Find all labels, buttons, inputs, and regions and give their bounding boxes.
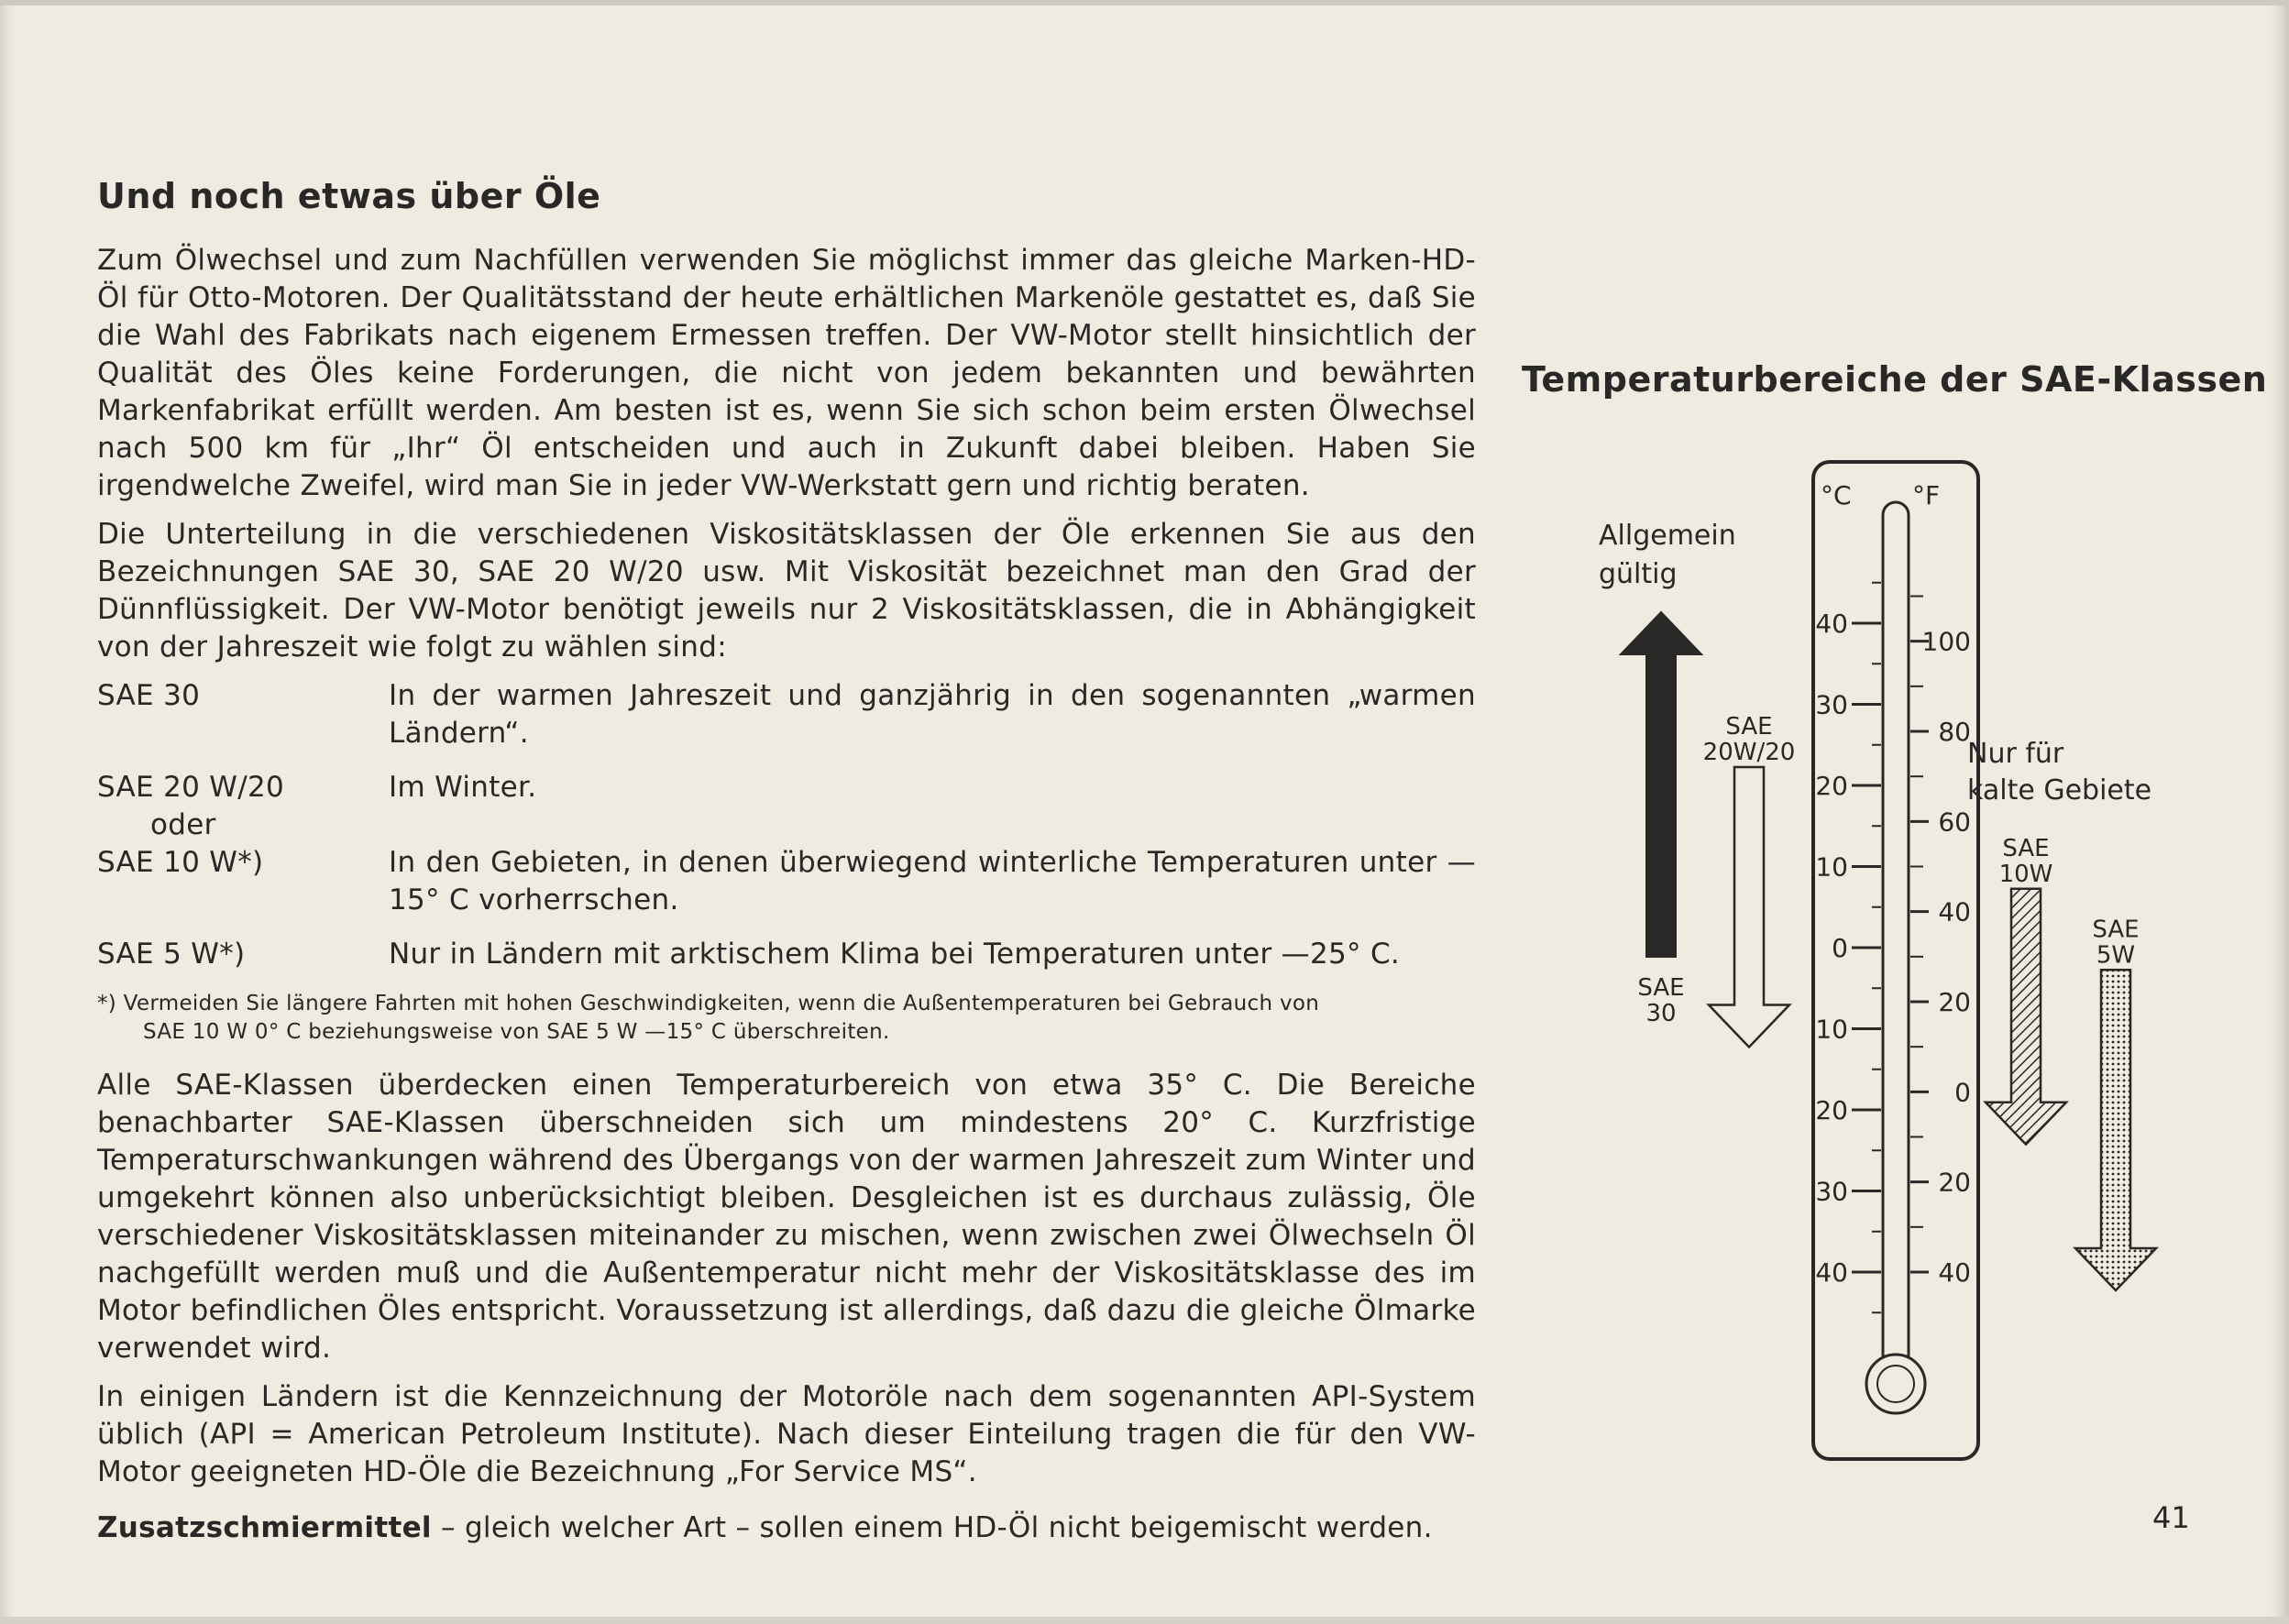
sae-arrows [1621, 612, 2156, 1290]
arrow-shape [1709, 767, 1789, 1048]
celsius-tick-label: 30 [1815, 689, 1848, 720]
sae-class-table [97, 677, 1476, 973]
unit-celsius: °C [1821, 480, 1852, 510]
diagram-header [1522, 357, 2268, 401]
sae-row [97, 936, 1476, 973]
fahrenheit-tick-label: 60 [1938, 807, 1971, 838]
footnote-line: *) Vermeiden Sie längere Fahrten mit hohen Geschwindigkeiten, wenn die Außentemperaturen bei Gebrauch von [97, 992, 1320, 1015]
sae-temperature-diagram [1577, 440, 2237, 1476]
fahrenheit-tick-label: 100 [1921, 626, 1971, 657]
sae-arrow [1703, 713, 1796, 1048]
sae-row [97, 769, 1476, 807]
sae-desc: Nur in Ländern mit arktischem Klima bei Temperaturen unter —25° C. [389, 938, 1401, 971]
fahrenheit-tick-label: 0 [1954, 1077, 1971, 1108]
celsius-tick-label: 20 [1815, 1095, 1848, 1125]
arrow-label: 30 [1645, 1000, 1677, 1027]
arrow-shape [2075, 970, 2156, 1290]
closing-line [97, 1509, 1476, 1547]
fahrenheit-tick-label: 80 [1938, 717, 1971, 747]
closing-bold-lead: Zusatzschmiermittel [97, 1511, 432, 1544]
sae-term-or: oder [150, 808, 216, 841]
label-allgemein: Allgemein [1599, 520, 1736, 552]
fahrenheit-tick-label: 20 [1938, 987, 1971, 1017]
sae-term-text: SAE 30 [97, 679, 201, 712]
celsius-tick-label: 40 [1815, 1257, 1848, 1288]
label-kalt: kalte Gebiete [1967, 774, 2152, 807]
celsius-tick-label: 10 [1815, 1014, 1848, 1045]
sae-term [97, 769, 389, 807]
paragraph: Alle SAE-Klassen überdecken einen Temperaturbereich von etwa 35° C. Die Bereiche benachbarter SAE-Klassen überschneiden sich um mindestens 20° C. Kurzfristige Temperaturschwankungen während des Übergangs von der warmen Jahreszeit zum Winter und umgekehrt können also unberücksichtigt bleiben. Desgleichen ist es durchaus zulässig, Öle verschiedener Viskositätsklassen miteinander zu mischen, wenn zwischen zwei Ölwechseln Öl nachgefüllt werden muß und die Außentemperatur nicht mehr der Viskositätsklasse des im Motor befindlichen Öles entspricht. Voraussetzung ist allerdings, daß dazu die gleiche Ölmarke verwendet wird. [97, 1069, 1476, 1365]
celsius-tick-label: 10 [1815, 851, 1848, 883]
arrow-shape [1621, 612, 1701, 957]
sae-desc: In den Gebieten, in denen überwiegend winterliche Temperaturen unter —15° C vorherrschen. [389, 846, 1476, 916]
sae-desc: Im Winter. [389, 771, 537, 804]
sae-arrow [1986, 835, 2066, 1145]
arrow-shape [1986, 889, 2066, 1145]
fahrenheit-tick-label: 40 [1938, 896, 1971, 927]
closing-text: – gleich welcher Art – sollen einem HD-Öl nicht beigemischt werden. [431, 1511, 1433, 1544]
fahrenheit-scale [1910, 597, 1971, 1289]
sae-term [97, 807, 389, 919]
celsius-tick-label: 20 [1815, 771, 1848, 801]
thermometer-tube [1883, 502, 1909, 1356]
sae-term [97, 677, 389, 752]
paragraph: In einigen Ländern ist die Kennzeichnung der Motoröle nach dem sogenannten API-System üblich (API = American Petroleum Institute). Nach dieser Einteilung tragen die für den VW-Motor geeigneten HD-Öle die Bezeichnung „For Service MS“. [97, 1380, 1476, 1488]
paragraph: Zum Ölwechsel und zum Nachfüllen verwenden Sie möglichst immer das gleiche Marken-HD-Öl für Otto-Motoren. Der Qualitätsstand der heute erhältlichen Markenöle gestattet es, daß Sie die Wahl des Fabrikats nach eigenem Ermessen treffen. Der VW-Motor stellt hinsichtlich der Qualität des Öles keine Forderungen, die nicht von jedem bekannten und bewährten Markenfabrikat erfüllt werden. Am besten ist es, wenn Sie sich schon beim ersten Ölwechsel nach 500 km für „Ihr“ Öl entscheiden und auch in Zukunft dabei bleiben. Haben Sie irgendwelche Zweifel, wird man Sie in jeder VW-Werkstatt gern und richtig beraten. [97, 244, 1476, 502]
arrow-label: SAE [1637, 974, 1685, 1002]
arrow-label: 5W [2096, 941, 2136, 970]
sae-term-text: SAE 10 W*) [97, 846, 264, 879]
sae-arrow [2075, 916, 2156, 1290]
label-allgemein: gültig [1599, 558, 1678, 590]
footnote [97, 990, 1476, 1047]
celsius-tick-label: 0 [1832, 933, 1848, 963]
sae-desc: In der warmen Jahreszeit und ganzjährig in den sogenannten „warmen Ländern“. [389, 679, 1476, 750]
celsius-tick-label: 30 [1815, 1176, 1848, 1207]
sae-row [97, 807, 1476, 919]
text-column [97, 174, 1476, 1558]
celsius-scale [1815, 583, 1881, 1313]
sae-term-text: SAE 20 W/20 [97, 771, 285, 804]
fahrenheit-tick-label: 20 [1938, 1167, 1971, 1198]
page-heading: Und noch etwas über Öle [97, 176, 601, 216]
sae-term [97, 936, 389, 973]
sae-arrow [1621, 612, 1701, 1027]
celsius-tick-label: 40 [1815, 609, 1848, 639]
arrow-label: 10W [1998, 860, 2053, 888]
arrow-label: SAE [2002, 834, 2050, 862]
thermometer-bulb [1866, 1355, 1925, 1413]
arrow-label: SAE [2092, 916, 2140, 944]
unit-fahrenheit: °F [1912, 480, 1941, 510]
page-number: 41 [2152, 1500, 2190, 1535]
arrow-label: 20W/20 [1702, 739, 1796, 766]
diagram-title: Temperaturbereiche der SAE-Klassen [1522, 359, 2268, 400]
sae-term-text: SAE 5 W*) [97, 938, 246, 971]
footnote-line: SAE 10 W 0° C beziehungsweise von SAE 5 W —15° C überschreiten. [143, 1020, 890, 1044]
paragraph: Die Unterteilung in die verschiedenen Viskositätsklassen der Öle erkennen Sie aus den Bezeichnungen SAE 30, SAE 20 W/20 usw. Mit Viskosität bezeichnet man den Grad der Dünnflüssigkeit. Der VW-Motor benötigt jeweils nur 2 Viskositätsklassen, die in Abhängigkeit von der Jahreszeit wie folgt zu wählen sind: [97, 518, 1476, 664]
arrow-label: SAE [1725, 713, 1773, 741]
sae-row [97, 677, 1476, 752]
label-kalt: Nur für [1967, 738, 2064, 770]
fahrenheit-tick-label: 40 [1938, 1257, 1971, 1288]
